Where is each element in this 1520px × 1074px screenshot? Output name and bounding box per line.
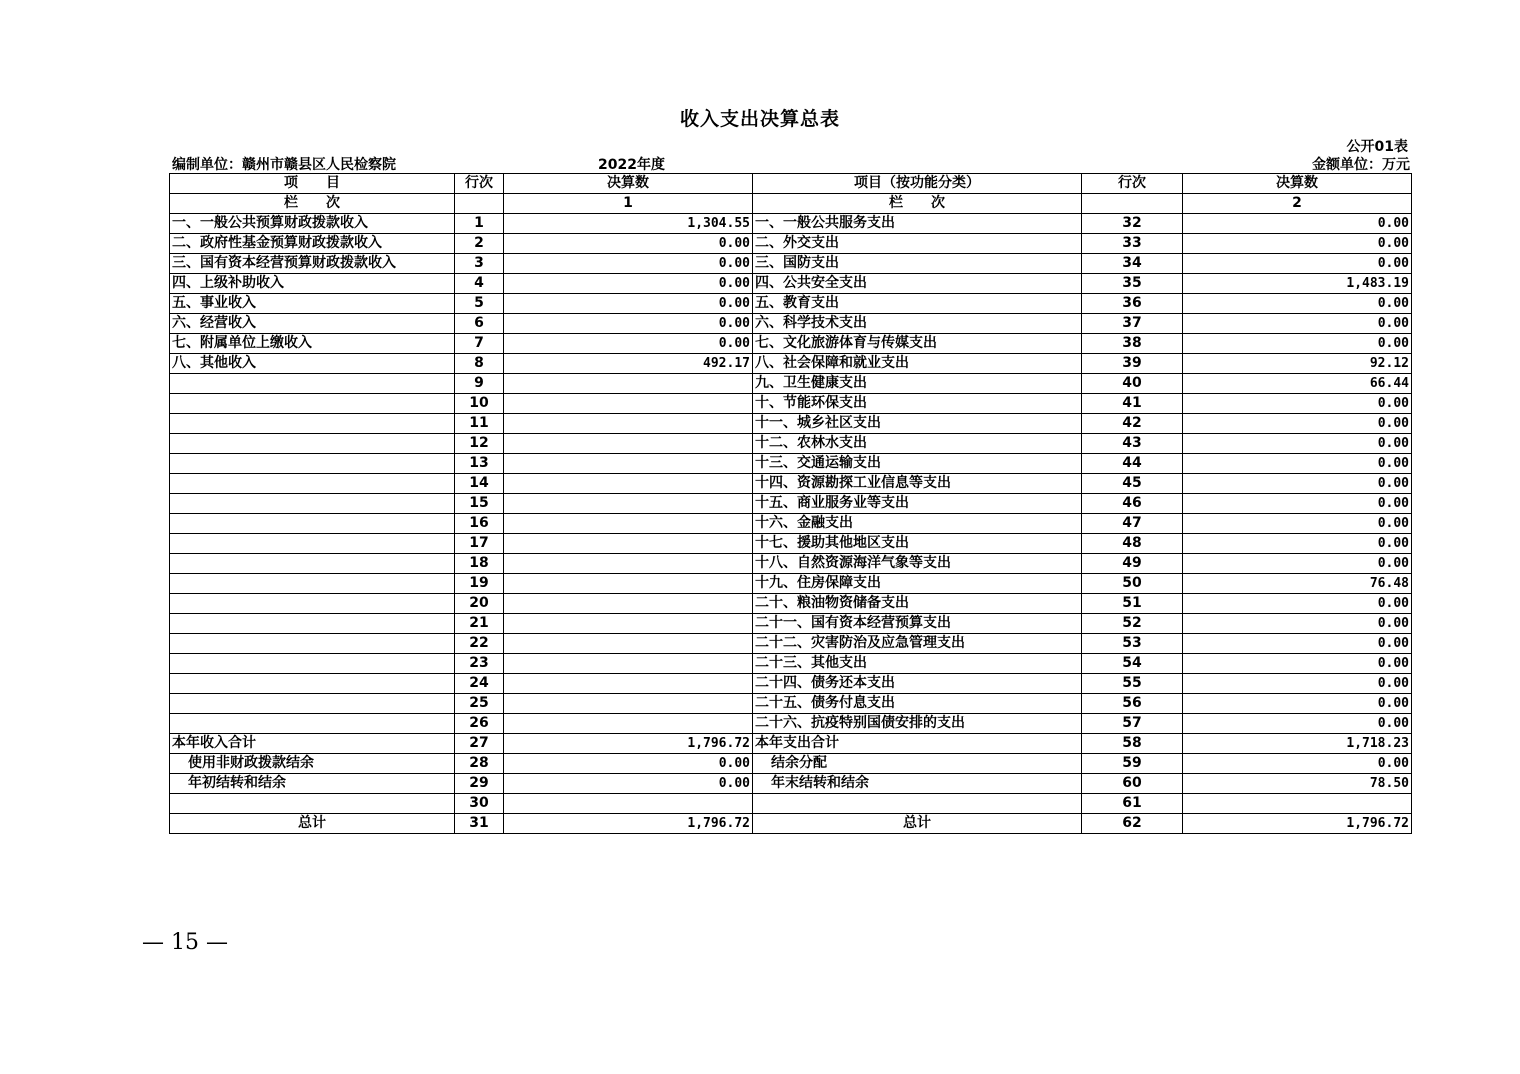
expense-amount: 78.50 — [1183, 774, 1412, 794]
expense-item: 本年支出合计 — [753, 734, 1082, 754]
income-amount — [504, 434, 753, 454]
income-amount — [504, 394, 753, 414]
table-row — [170, 634, 1412, 654]
header-item-func: 项目（按功能分类） — [753, 174, 1082, 194]
table-row — [170, 774, 1412, 794]
expense-row-no: 55 — [1082, 674, 1183, 694]
income-row-no: 16 — [455, 514, 504, 534]
expense-row-no: 35 — [1082, 274, 1183, 294]
expense-amount: 1,483.19 — [1183, 274, 1412, 294]
table-row — [170, 274, 1412, 294]
table-row — [170, 334, 1412, 354]
table-row — [170, 534, 1412, 554]
table-row — [170, 494, 1412, 514]
expense-row-no: 57 — [1082, 714, 1183, 734]
income-row-no: 31 — [455, 814, 504, 834]
expense-row-no: 44 — [1082, 454, 1183, 474]
income-row-no: 7 — [455, 334, 504, 354]
expense-row-no: 58 — [1082, 734, 1183, 754]
table-row — [170, 374, 1412, 394]
income-item: 年初结转和结余 — [170, 774, 455, 794]
income-item — [170, 574, 455, 594]
expense-amount: 0.00 — [1183, 634, 1412, 654]
income-expense-table — [169, 173, 1412, 834]
header-amount: 决算数 — [504, 174, 753, 194]
expense-item: 六、科学技术支出 — [753, 314, 1082, 334]
table-row — [170, 434, 1412, 454]
column-index-2: 2 — [1183, 194, 1412, 214]
income-amount — [504, 474, 753, 494]
page-number: — 15 — — [142, 930, 228, 955]
table-row — [170, 414, 1412, 434]
expense-row-no: 46 — [1082, 494, 1183, 514]
income-item: 五、事业收入 — [170, 294, 455, 314]
expense-row-no: 48 — [1082, 534, 1183, 554]
income-row-no: 14 — [455, 474, 504, 494]
income-item — [170, 534, 455, 554]
expense-item: 二十五、债务付息支出 — [753, 694, 1082, 714]
income-row-no: 20 — [455, 594, 504, 614]
income-row-no: 27 — [455, 734, 504, 754]
table-row — [170, 714, 1412, 734]
income-amount — [504, 634, 753, 654]
expense-row-no: 42 — [1082, 414, 1183, 434]
income-item — [170, 694, 455, 714]
report-title: 收入支出决算总表 — [679, 108, 840, 130]
column-blank-2 — [1082, 194, 1183, 214]
expense-amount: 76.48 — [1183, 574, 1412, 594]
income-amount — [504, 694, 753, 714]
expense-row-no: 41 — [1082, 394, 1183, 414]
income-row-no: 28 — [455, 754, 504, 774]
table-row — [170, 734, 1412, 754]
income-row-no: 4 — [455, 274, 504, 294]
expense-item: 总计 — [753, 814, 1082, 834]
column-index-1: 1 — [504, 194, 753, 214]
expense-amount: 0.00 — [1183, 694, 1412, 714]
column-blank — [455, 194, 504, 214]
income-amount: 0.00 — [504, 294, 753, 314]
income-item: 六、经营收入 — [170, 314, 455, 334]
income-item — [170, 674, 455, 694]
income-row-no: 13 — [455, 454, 504, 474]
expense-item: 十九、住房保障支出 — [753, 574, 1082, 594]
income-row-no: 22 — [455, 634, 504, 654]
income-amount — [504, 674, 753, 694]
expense-row-no: 40 — [1082, 374, 1183, 394]
table-row — [170, 594, 1412, 614]
income-amount: 1,796.72 — [504, 814, 753, 834]
expense-row-no: 51 — [1082, 594, 1183, 614]
income-amount — [504, 534, 753, 554]
income-item — [170, 394, 455, 414]
expense-amount: 0.00 — [1183, 514, 1412, 534]
expense-row-no: 56 — [1082, 694, 1183, 714]
expense-row-no: 52 — [1082, 614, 1183, 634]
expense-amount: 1,718.23 — [1183, 734, 1412, 754]
income-item — [170, 654, 455, 674]
header-item: 项 目 — [170, 174, 455, 194]
expense-amount: 0.00 — [1183, 294, 1412, 314]
income-item: 三、国有资本经营预算财政拨款收入 — [170, 254, 455, 274]
expense-item: 十五、商业服务业等支出 — [753, 494, 1082, 514]
year-label: 2022年度 — [598, 157, 665, 173]
table-row — [170, 234, 1412, 254]
expense-item: 二十一、国有资本经营预算支出 — [753, 614, 1082, 634]
income-item — [170, 714, 455, 734]
income-item: 一、一般公共预算财政拨款收入 — [170, 214, 455, 234]
expense-item: 一、一般公共服务支出 — [753, 214, 1082, 234]
expense-item: 十一、城乡社区支出 — [753, 414, 1082, 434]
income-amount — [504, 614, 753, 634]
income-amount: 1,796.72 — [504, 734, 753, 754]
expense-item: 二十四、债务还本支出 — [753, 674, 1082, 694]
table-header-row — [170, 174, 1412, 194]
income-row-no: 24 — [455, 674, 504, 694]
expense-item: 十八、自然资源海洋气象等支出 — [753, 554, 1082, 574]
expense-amount: 0.00 — [1183, 654, 1412, 674]
expense-item: 三、国防支出 — [753, 254, 1082, 274]
expense-row-no: 62 — [1082, 814, 1183, 834]
expense-row-no: 50 — [1082, 574, 1183, 594]
table-row — [170, 754, 1412, 774]
expense-item: 十三、交通运输支出 — [753, 454, 1082, 474]
expense-item: 十、节能环保支出 — [753, 394, 1082, 414]
table-row — [170, 574, 1412, 594]
expense-row-no: 39 — [1082, 354, 1183, 374]
income-amount — [504, 494, 753, 514]
expense-amount: 0.00 — [1183, 554, 1412, 574]
table-row — [170, 654, 1412, 674]
income-amount — [504, 374, 753, 394]
column-label: 栏 次 — [170, 194, 455, 214]
table-row — [170, 554, 1412, 574]
expense-item: 十七、援助其他地区支出 — [753, 534, 1082, 554]
column-label-2: 栏 次 — [753, 194, 1082, 214]
column-index-row — [170, 194, 1412, 214]
income-row-no: 2 — [455, 234, 504, 254]
expense-row-no: 60 — [1082, 774, 1183, 794]
expense-item: 十六、金融支出 — [753, 514, 1082, 534]
income-row-no: 1 — [455, 214, 504, 234]
income-amount: 492.17 — [504, 354, 753, 374]
expense-row-no: 37 — [1082, 314, 1183, 334]
expense-row-no: 32 — [1082, 214, 1183, 234]
expense-amount: 0.00 — [1183, 454, 1412, 474]
header-amount-2: 决算数 — [1183, 174, 1412, 194]
income-amount: 0.00 — [504, 314, 753, 334]
expense-item: 九、卫生健康支出 — [753, 374, 1082, 394]
table-row — [170, 514, 1412, 534]
expense-item: 二十、粮油物资储备支出 — [753, 594, 1082, 614]
expense-item: 二、外交支出 — [753, 234, 1082, 254]
income-row-no: 26 — [455, 714, 504, 734]
expense-row-no: 61 — [1082, 794, 1183, 814]
income-amount — [504, 794, 753, 814]
income-item — [170, 614, 455, 634]
expense-amount: 92.12 — [1183, 354, 1412, 374]
expense-item: 五、教育支出 — [753, 294, 1082, 314]
income-item: 总计 — [170, 814, 455, 834]
income-amount — [504, 574, 753, 594]
income-item: 本年收入合计 — [170, 734, 455, 754]
expense-amount: 0.00 — [1183, 674, 1412, 694]
income-amount: 0.00 — [504, 334, 753, 354]
income-amount — [504, 714, 753, 734]
table-row — [170, 354, 1412, 374]
income-row-no: 8 — [455, 354, 504, 374]
income-row-no: 15 — [455, 494, 504, 514]
expense-item: 二十二、灾害防治及应急管理支出 — [753, 634, 1082, 654]
expense-item: 四、公共安全支出 — [753, 274, 1082, 294]
expense-row-no: 49 — [1082, 554, 1183, 574]
expense-amount: 0.00 — [1183, 534, 1412, 554]
income-amount — [504, 414, 753, 434]
income-item — [170, 514, 455, 534]
form-code: 公开01表 — [1346, 139, 1408, 155]
income-item: 八、其他收入 — [170, 354, 455, 374]
expense-amount: 0.00 — [1183, 314, 1412, 334]
expense-amount: 0.00 — [1183, 394, 1412, 414]
income-row-no: 29 — [455, 774, 504, 794]
report-meta-row — [172, 154, 1410, 172]
expense-row-no: 36 — [1082, 294, 1183, 314]
table-row — [170, 674, 1412, 694]
income-amount: 0.00 — [504, 274, 753, 294]
table-row — [170, 314, 1412, 334]
expense-row-no: 47 — [1082, 514, 1183, 534]
income-row-no: 10 — [455, 394, 504, 414]
expense-amount: 0.00 — [1183, 594, 1412, 614]
table-row — [170, 794, 1412, 814]
income-item — [170, 374, 455, 394]
income-amount — [504, 554, 753, 574]
table-row — [170, 454, 1412, 474]
expense-amount: 0.00 — [1183, 334, 1412, 354]
income-row-no: 18 — [455, 554, 504, 574]
income-item — [170, 434, 455, 454]
table-row — [170, 394, 1412, 414]
income-amount: 0.00 — [504, 254, 753, 274]
income-item — [170, 594, 455, 614]
expense-amount: 0.00 — [1183, 414, 1412, 434]
expense-amount — [1183, 794, 1412, 814]
income-row-no: 19 — [455, 574, 504, 594]
income-row-no: 6 — [455, 314, 504, 334]
expense-row-no: 33 — [1082, 234, 1183, 254]
expense-amount: 0.00 — [1183, 714, 1412, 734]
expense-row-no: 34 — [1082, 254, 1183, 274]
income-amount: 0.00 — [504, 774, 753, 794]
income-item: 二、政府性基金预算财政拨款收入 — [170, 234, 455, 254]
expense-row-no: 54 — [1082, 654, 1183, 674]
table-row — [170, 814, 1412, 834]
income-row-no: 17 — [455, 534, 504, 554]
expense-row-no: 45 — [1082, 474, 1183, 494]
expense-amount: 66.44 — [1183, 374, 1412, 394]
income-amount: 1,304.55 — [504, 214, 753, 234]
expense-row-no: 53 — [1082, 634, 1183, 654]
income-item: 使用非财政拨款结余 — [170, 754, 455, 774]
expense-item: 结余分配 — [753, 754, 1082, 774]
income-item — [170, 414, 455, 434]
expense-item: 八、社会保障和就业支出 — [753, 354, 1082, 374]
expense-item: 十二、农林水支出 — [753, 434, 1082, 454]
income-amount — [504, 654, 753, 674]
table-row — [170, 214, 1412, 234]
income-item: 七、附属单位上缴收入 — [170, 334, 455, 354]
income-item — [170, 454, 455, 474]
income-row-no: 9 — [455, 374, 504, 394]
expense-item: 七、文化旅游体育与传媒支出 — [753, 334, 1082, 354]
org-label: 编制单位：赣州市赣县区人民检察院 — [172, 157, 396, 173]
income-amount — [504, 594, 753, 614]
expense-item: 十四、资源勘探工业信息等支出 — [753, 474, 1082, 494]
expense-amount: 1,796.72 — [1183, 814, 1412, 834]
income-row-no: 5 — [455, 294, 504, 314]
income-amount: 0.00 — [504, 234, 753, 254]
income-amount: 0.00 — [504, 754, 753, 774]
income-row-no: 21 — [455, 614, 504, 634]
expense-item: 二十三、其他支出 — [753, 654, 1082, 674]
income-row-no: 25 — [455, 694, 504, 714]
expense-amount: 0.00 — [1183, 494, 1412, 514]
table-row — [170, 614, 1412, 634]
income-row-no: 11 — [455, 414, 504, 434]
expense-row-no: 59 — [1082, 754, 1183, 774]
income-row-no: 3 — [455, 254, 504, 274]
income-amount — [504, 514, 753, 534]
expense-amount: 0.00 — [1183, 474, 1412, 494]
expense-amount: 0.00 — [1183, 234, 1412, 254]
expense-row-no: 43 — [1082, 434, 1183, 454]
income-row-no: 12 — [455, 434, 504, 454]
income-amount — [504, 454, 753, 474]
header-row-no-2: 行次 — [1082, 174, 1183, 194]
expense-item — [753, 794, 1082, 814]
income-row-no: 30 — [455, 794, 504, 814]
expense-amount: 0.00 — [1183, 214, 1412, 234]
income-item — [170, 634, 455, 654]
income-row-no: 23 — [455, 654, 504, 674]
table-row — [170, 254, 1412, 274]
expense-row-no: 38 — [1082, 334, 1183, 354]
table-row — [170, 294, 1412, 314]
expense-amount: 0.00 — [1183, 434, 1412, 454]
expense-item: 年末结转和结余 — [753, 774, 1082, 794]
header-row-no: 行次 — [455, 174, 504, 194]
expense-item: 二十六、抗疫特别国债安排的支出 — [753, 714, 1082, 734]
income-item — [170, 794, 455, 814]
unit-label: 金额单位：万元 — [1312, 157, 1410, 173]
expense-amount: 0.00 — [1183, 754, 1412, 774]
income-item: 四、上级补助收入 — [170, 274, 455, 294]
expense-amount: 0.00 — [1183, 614, 1412, 634]
income-item — [170, 494, 455, 514]
income-item — [170, 554, 455, 574]
income-item — [170, 474, 455, 494]
table-row — [170, 694, 1412, 714]
expense-amount: 0.00 — [1183, 254, 1412, 274]
table-row — [170, 474, 1412, 494]
